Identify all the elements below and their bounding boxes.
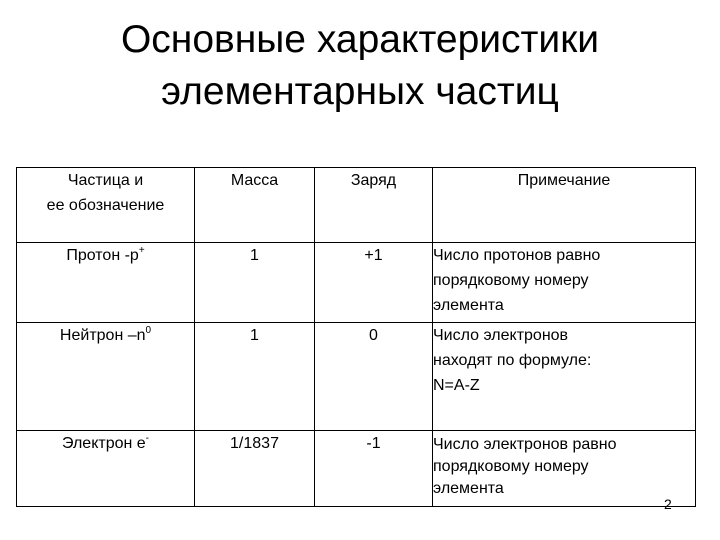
table-row (17, 323, 696, 431)
note-line: Число протонов равно (433, 247, 601, 264)
cell-charge: 0 (315, 323, 433, 431)
cell-note (433, 243, 696, 323)
note-line: порядковому номеру (433, 458, 589, 475)
cell-mass: 1/1837 (195, 431, 315, 507)
particle-superscript: + (138, 245, 145, 256)
table-header-row (17, 168, 696, 243)
note-line: N=A-Z (433, 377, 480, 394)
note-line: элемента (433, 480, 504, 497)
header-particle-line-2: ее обозначение (46, 197, 165, 214)
particle-name: Электрон е (61, 435, 146, 452)
particle-superscript: 0 (145, 325, 152, 336)
note-line: Число электронов (433, 327, 569, 344)
header-charge: Заряд (315, 168, 433, 243)
note-line: находят по формуле: (433, 352, 592, 369)
particles-table (16, 167, 696, 507)
note-line: элемента (433, 297, 504, 314)
table-row (17, 243, 696, 323)
cell-charge: -1 (315, 431, 433, 507)
particle-superscript: - (145, 433, 150, 444)
header-particle (17, 168, 195, 243)
cell-charge: +1 (315, 243, 433, 323)
page-number: 2 (664, 496, 672, 512)
cell-mass: 1 (195, 243, 315, 323)
particle-name: Протон -р (66, 247, 139, 264)
note-line: порядковому номеру (433, 272, 589, 289)
cell-particle (17, 323, 195, 431)
title-line-2: элементарных частиц (161, 70, 559, 113)
cell-note (433, 431, 696, 507)
cell-note (433, 323, 696, 431)
title-line-1: Основные характеристики (120, 18, 600, 61)
table-row (17, 431, 696, 507)
cell-mass: 1 (195, 323, 315, 431)
header-mass: Масса (195, 168, 315, 243)
cell-particle (17, 243, 195, 323)
header-particle-line-1: Частица и (67, 172, 144, 189)
header-note: Примечание (433, 168, 696, 243)
page-title (0, 14, 720, 118)
note-line: Число электронов равно (433, 436, 617, 453)
particle-name: Нейтрон –n (59, 327, 146, 344)
cell-particle (17, 431, 195, 507)
